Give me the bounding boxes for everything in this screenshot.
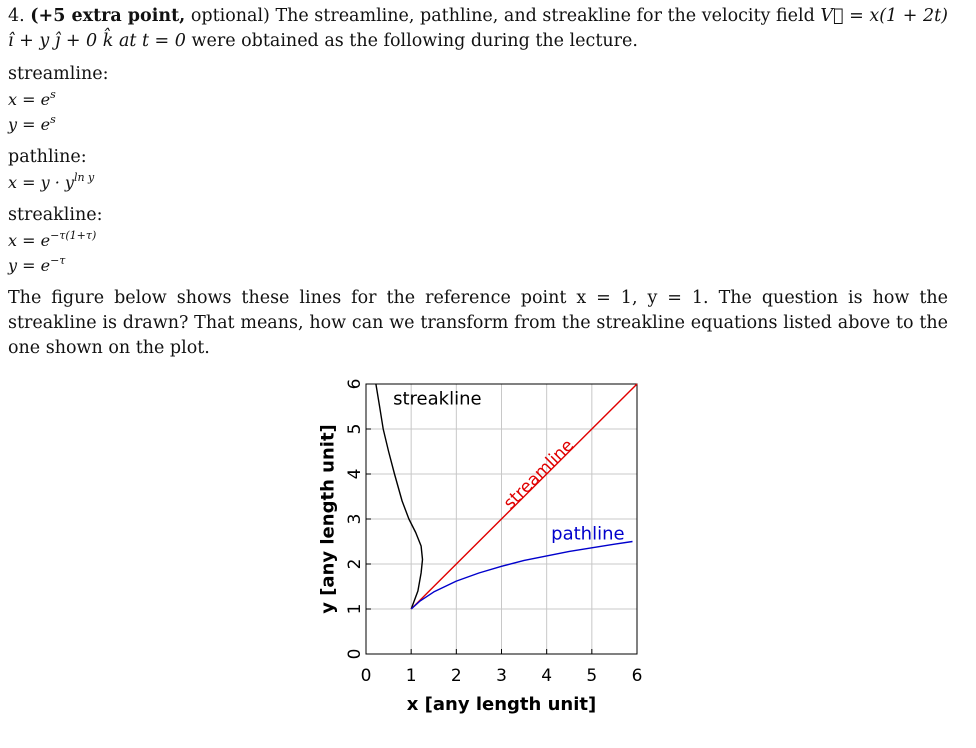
x-tick-label: 0 (360, 666, 372, 686)
streakline-curve (376, 384, 423, 609)
streakline-annotation: streakline (393, 388, 482, 410)
x-axis-label: x [any length unit] (406, 694, 597, 715)
y-tick-label: 4 (345, 468, 365, 480)
y-tick-label: 3 (345, 513, 365, 525)
streamline-eq-y: $y = e^s$ (8, 112, 56, 134)
pathline-heading: pathline: (8, 147, 87, 167)
description-paragraph: The figure below shows these lines for the reference point x = 1, y = 1. The question is how the streakline is drawn? That means, how can we transform from the streakline equations listed above to the one shown on the plot. (8, 288, 948, 358)
velocity-field-expression: V⃗ = x(1 + 2t) î + y ĵ + 0 k̂ (8, 6, 948, 51)
y-axis-label: y [any length unit] (317, 424, 339, 614)
x-tick-label: 3 (496, 666, 507, 686)
x-tick-label: 2 (450, 666, 462, 686)
x-tick-label: 6 (631, 666, 643, 686)
question-text-2: were obtained as the following during the lecture. (191, 31, 638, 51)
question-number: 4. (8, 6, 25, 26)
pathline-eq: $x = y \cdot y^{ln y}$ (8, 170, 95, 192)
x-tick-label: 4 (541, 666, 553, 686)
pathline-annotation: pathline (551, 523, 625, 545)
streakline-section (8, 203, 948, 278)
question-paragraph (8, 4, 948, 54)
y-tick-label: 1 (345, 603, 365, 615)
streamline-annotation: streamline (499, 435, 578, 514)
x-tick-label: 5 (586, 666, 598, 686)
y-tick-label: 5 (345, 423, 365, 435)
x-tick-label: 1 (405, 666, 417, 686)
streakline-heading: streakline: (8, 205, 103, 225)
y-tick-label: 2 (345, 558, 365, 570)
streamline-heading: streamline: (8, 64, 109, 84)
streakline-eq-x: $x = e^{-\tau(1+\tau)}$ (8, 228, 97, 250)
streakline-eq-y: $y = e^{-\tau}$ (8, 253, 66, 275)
document (8, 4, 948, 361)
streamline-eq-x: $x = e^s$ (8, 87, 56, 109)
question-text-1: optional) The streamline, pathline, and streakline for the velocity field (190, 6, 815, 26)
lines-figure (0, 370, 976, 748)
y-tick-label: 0 (345, 648, 365, 660)
lines-chart (0, 370, 976, 748)
pathline-section (8, 145, 948, 195)
y-tick-label: 6 (345, 378, 365, 390)
extra-point-label: (+5 extra point, (30, 6, 186, 26)
time-condition: at t = 0 (118, 31, 186, 51)
streamline-section (8, 62, 948, 137)
